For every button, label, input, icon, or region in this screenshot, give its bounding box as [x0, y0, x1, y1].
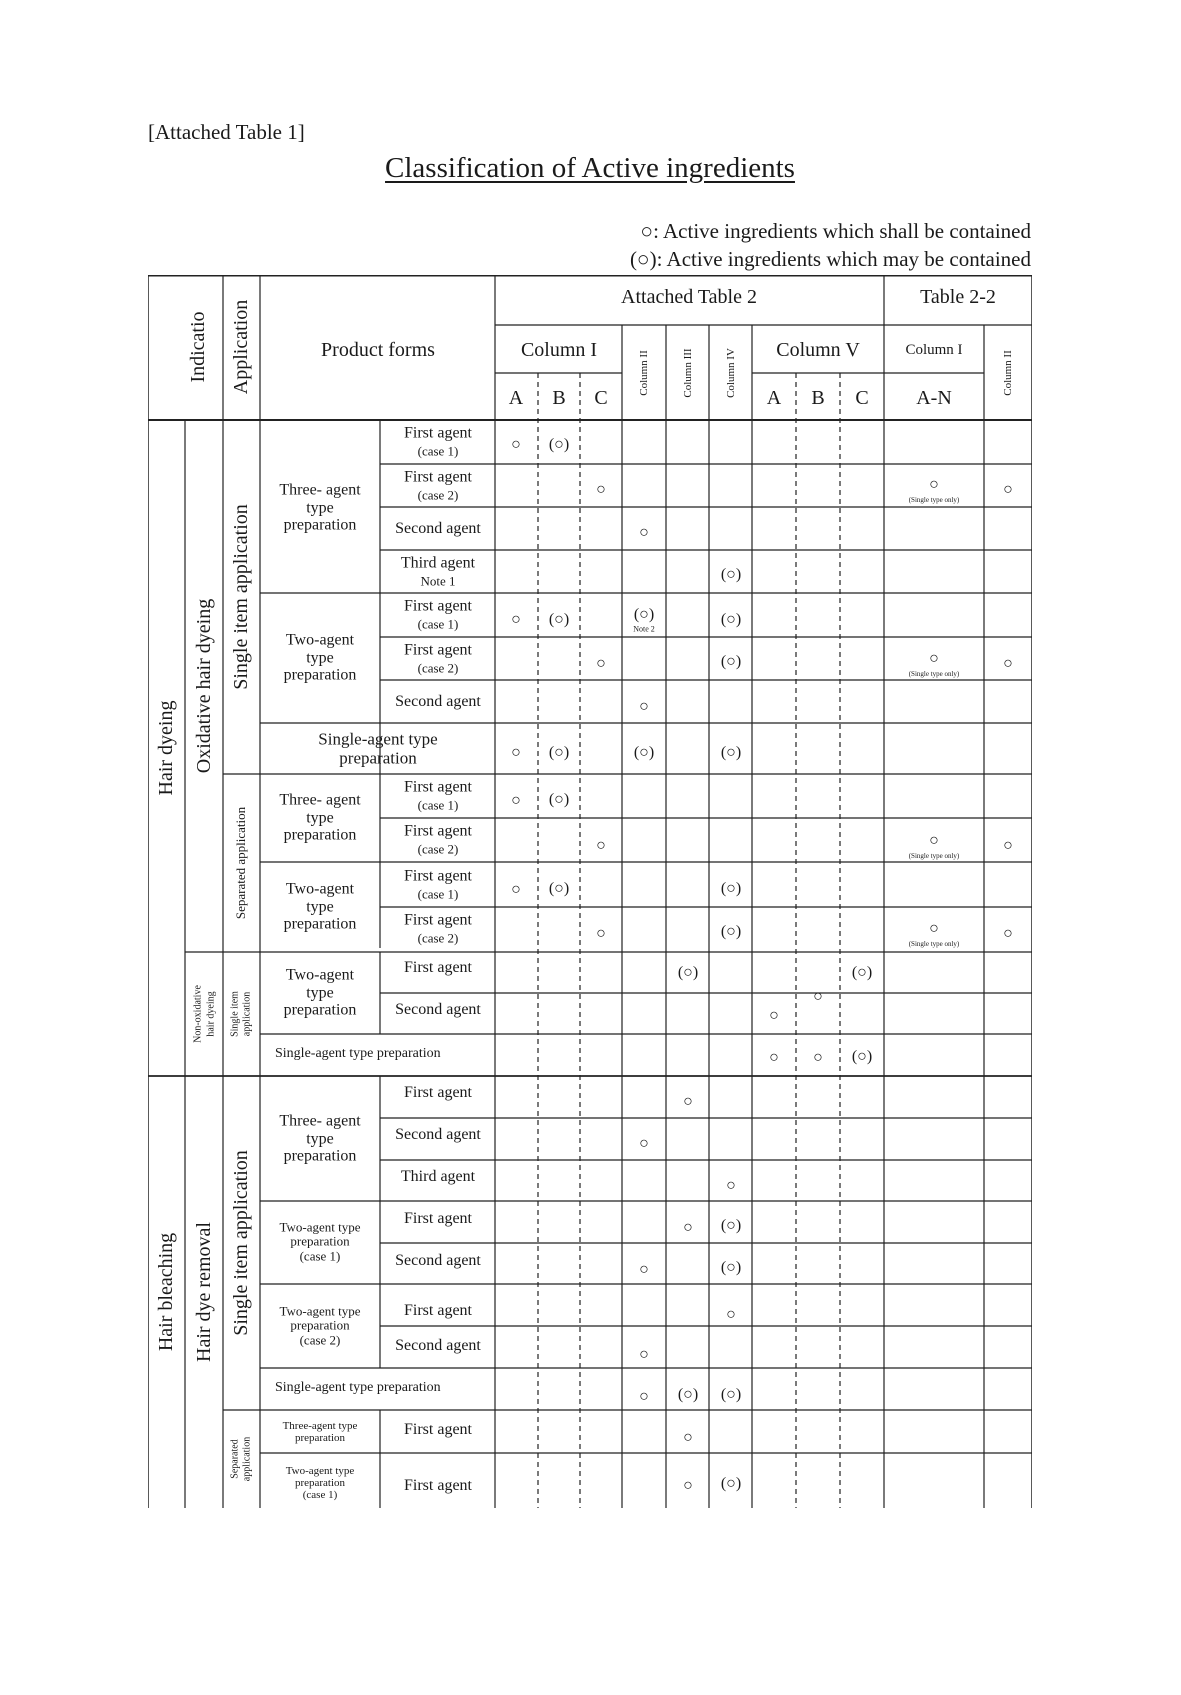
- mark: ○: [1003, 837, 1013, 855]
- mark: ○: [639, 1261, 649, 1279]
- mark: ○: [813, 988, 823, 1006]
- agent-first-h: First agent: [404, 1302, 472, 1320]
- agent-first-case1-d: First agent (case 1): [404, 867, 472, 901]
- agent-second-g: Second agent: [395, 1252, 481, 1270]
- agent-second-f: Second agent: [395, 1126, 481, 1144]
- attached-table-label: [Attached Table 1]: [148, 120, 305, 144]
- agent-first-case1-b: First agent (case 1): [404, 597, 472, 631]
- side-hair-bleaching: Hair bleaching: [155, 1232, 177, 1352]
- form-three-agent: Three- agent type preparation: [279, 481, 361, 534]
- side-single-item-small-1: Single item: [229, 991, 241, 1037]
- mark: ○: [1003, 481, 1013, 499]
- mark: ○: [511, 792, 521, 810]
- side-hair-dye-removal: Hair dye removal: [193, 1222, 215, 1362]
- mark: ○: [929, 650, 939, 668]
- header-application: Application: [230, 299, 252, 395]
- mark: ○: [511, 436, 521, 454]
- form-two-agent-separated: Two-agent type preparation: [283, 880, 357, 933]
- mark: ○: [639, 1388, 649, 1406]
- legend-shall: ○: Active ingredients which shall be contained: [640, 219, 1031, 243]
- header-table-2-2: Table 2-2: [920, 286, 996, 308]
- header-column-ii: Column II: [637, 350, 650, 396]
- agent-first-f: First agent: [404, 1084, 472, 1102]
- agent-first-e: First agent: [404, 959, 472, 977]
- header-column-iv: Column IV: [724, 348, 737, 398]
- form-two-agent: Two-agent type preparation: [283, 631, 357, 684]
- header-product-forms: Product forms: [321, 339, 435, 361]
- mark: ○: [769, 1049, 779, 1067]
- side-single-item-application-2: Single item application: [230, 1150, 252, 1336]
- header-sub-b: B: [552, 387, 566, 409]
- header-t22-column-i: Column I: [905, 341, 963, 358]
- header-t22-column-ii: Column II: [1001, 350, 1014, 396]
- mark: (○): [548, 436, 570, 454]
- agent-second-b: Second agent: [395, 693, 481, 711]
- mark-note: Note 2: [633, 624, 655, 634]
- side-non-oxidative-1: Non-oxidative: [192, 985, 204, 1043]
- mark: (○): [720, 653, 742, 671]
- mark: (○): [720, 1475, 742, 1493]
- side-oxidative: Oxidative hair dyeing: [193, 598, 215, 774]
- mark: ○: [683, 1429, 693, 1447]
- header-sub-c5: C: [855, 387, 869, 409]
- form-three-agent-separated: Three- agent type preparation: [279, 791, 361, 844]
- form-single-agent-nonox: Single-agent type preparation: [275, 1046, 441, 1061]
- mark: ○: [683, 1477, 693, 1495]
- agent-first-case2-b: First agent (case 2): [404, 641, 472, 675]
- agent-first-case2-c: First agent (case 2): [404, 822, 472, 856]
- agent-first-case2-d: First agent (case 2): [404, 911, 472, 945]
- mark: (○): [851, 964, 873, 982]
- mark: (○): [548, 611, 570, 629]
- mark: (○): [720, 1386, 742, 1404]
- form-two-agent-nonox: Two-agent type preparation: [283, 966, 357, 1019]
- mark: ○: [511, 881, 521, 899]
- agent-first-case2: First agent (case 2): [404, 468, 472, 502]
- mark: ○: [639, 1346, 649, 1364]
- header-attached-table-2: Attached Table 2: [621, 286, 757, 308]
- mark: ○: [639, 1135, 649, 1153]
- header-column-iii: Column III: [681, 348, 694, 398]
- header-column-i: Column I: [520, 339, 598, 361]
- page-title: Classification of Active ingredients: [385, 152, 795, 184]
- side-hair-dyeing: Hair dyeing: [155, 700, 177, 796]
- mark: ○: [596, 655, 606, 673]
- agent-third-f: Third agent: [400, 1168, 476, 1186]
- header-sub-a5: A: [766, 387, 782, 409]
- classification-table: [148, 275, 1032, 1508]
- header-sub-b5: B: [811, 387, 825, 409]
- mark: (○): [720, 566, 742, 584]
- form-two-agent-case1: Two-agent type preparation (case 1): [279, 1219, 361, 1264]
- side-single-item-small-2: application: [241, 991, 253, 1037]
- mark: ○: [726, 1177, 736, 1195]
- header-sub-a: A: [508, 387, 524, 409]
- side-single-item-application: Single item application: [230, 504, 252, 690]
- mark: ○: [1003, 925, 1013, 943]
- form-two-agent-small: Two-agent type preparation (case 1): [285, 1464, 355, 1502]
- agent-second-e: Second agent: [395, 1001, 481, 1019]
- mark: ○: [511, 744, 521, 762]
- mark: ○: [929, 832, 939, 850]
- mark: (○): [851, 1048, 873, 1066]
- side-non-oxidative-2: hair dyeing: [205, 991, 217, 1037]
- header-indication: Indicatio: [187, 311, 209, 383]
- mark-note: (Single type only): [908, 852, 960, 861]
- form-three-agent-bleach: Three- agent type preparation: [279, 1112, 361, 1165]
- side-separated-small-2: application: [241, 1436, 253, 1482]
- mark: ○: [596, 925, 606, 943]
- agent-first-case1: First agent (case 1): [404, 424, 472, 458]
- mark: (○): [633, 606, 655, 624]
- mark: ○: [929, 920, 939, 938]
- agent-first-j: First agent: [404, 1477, 472, 1495]
- mark: ○: [683, 1093, 693, 1111]
- mark: (○): [677, 964, 699, 982]
- side-separated-application: Separated application: [232, 806, 248, 920]
- mark: ○: [596, 837, 606, 855]
- form-two-agent-case2: Two-agent type preparation (case 2): [279, 1303, 361, 1348]
- mark: ○: [639, 698, 649, 716]
- mark: (○): [548, 744, 570, 762]
- header-sub-c: C: [594, 387, 608, 409]
- mark: ○: [929, 476, 939, 494]
- legend-may: (○): Active ingredients which may be contained: [629, 247, 1031, 271]
- mark: (○): [720, 880, 742, 898]
- mark: (○): [720, 744, 742, 762]
- mark: (○): [677, 1386, 699, 1404]
- mark: ○: [683, 1219, 693, 1237]
- mark: ○: [596, 481, 606, 499]
- side-separated-small-1: Separated: [229, 1439, 241, 1479]
- mark: (○): [720, 1259, 742, 1277]
- form-three-agent-small: Three-agent type preparation: [282, 1419, 358, 1444]
- mark-note: (Single type only): [908, 940, 960, 949]
- header-sub-an: A-N: [916, 387, 952, 409]
- mark: (○): [633, 744, 655, 762]
- mark: ○: [639, 524, 649, 542]
- mark: ○: [769, 1007, 779, 1025]
- mark: ○: [726, 1306, 736, 1324]
- mark: (○): [720, 1217, 742, 1235]
- agent-first-i: First agent: [404, 1421, 472, 1439]
- mark: (○): [720, 923, 742, 941]
- form-single-agent: Single-agent type preparation: [318, 729, 438, 767]
- mark: (○): [548, 880, 570, 898]
- mark: ○: [511, 611, 521, 629]
- mark-note: (Single type only): [908, 496, 960, 505]
- agent-second: Second agent: [395, 520, 481, 538]
- mark-note: (Single type only): [908, 670, 960, 679]
- mark: ○: [813, 1049, 823, 1067]
- mark: (○): [548, 791, 570, 809]
- mark: (○): [720, 611, 742, 629]
- agent-first-g: First agent: [404, 1210, 472, 1228]
- mark: ○: [1003, 655, 1013, 673]
- agent-second-h: Second agent: [395, 1337, 481, 1355]
- agent-third: Third agent Note 1: [400, 554, 476, 588]
- form-single-agent-bleach: Single-agent type preparation: [275, 1380, 441, 1395]
- header-column-v: Column V: [776, 339, 860, 361]
- agent-first-case1-c: First agent (case 1): [404, 778, 472, 812]
